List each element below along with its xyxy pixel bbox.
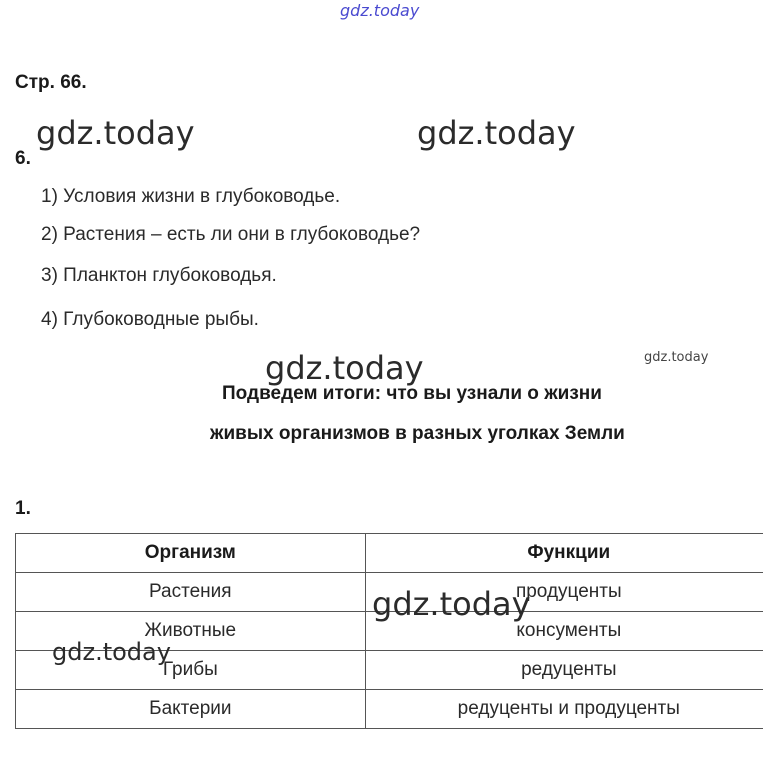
cell-organism: Растения <box>16 573 366 612</box>
task-1-number: 1. <box>15 498 31 519</box>
watermark-3: gdz.today <box>265 349 424 387</box>
plan-item: 2) Растения – есть ли они в глубоководье? <box>41 224 421 245</box>
cell-organism: Животные <box>16 612 366 651</box>
watermark-top: gdz.today <box>340 1 420 20</box>
summary-heading-line-2: живых организмов в разных уголках Земли <box>210 423 625 444</box>
watermark-small-right: gdz.today <box>644 350 709 365</box>
summary-heading-line-1: Подведем итоги: что вы узнали о жизни <box>222 383 602 404</box>
page-reference: Стр. 66. <box>15 72 87 93</box>
task-6-number: 6. <box>15 148 31 169</box>
table-header-row <box>16 534 763 573</box>
header-functions: Функции <box>365 534 763 573</box>
watermark-table-left: gdz.today <box>52 638 171 666</box>
table-row <box>16 690 763 729</box>
cell-function: редуценты <box>365 651 763 690</box>
cell-function: консументы <box>365 612 763 651</box>
cell-organism: Грибы <box>16 651 366 690</box>
watermark-2: gdz.today <box>417 114 576 152</box>
cell-organism: Бактерии <box>16 690 366 729</box>
cell-function: редуценты и продуценты <box>365 690 763 729</box>
plan-item: 1) Условия жизни в глубоководье. <box>41 186 341 207</box>
plan-item: 4) Глубоководные рыбы. <box>41 309 259 330</box>
watermark-table-middle: gdz.today <box>372 585 531 623</box>
cell-function: продуценты <box>365 573 763 612</box>
organisms-table <box>15 533 763 729</box>
header-organism: Организм <box>16 534 366 573</box>
watermark-1: gdz.today <box>36 114 195 152</box>
plan-item: 3) Планктон глубоководья. <box>41 265 277 286</box>
